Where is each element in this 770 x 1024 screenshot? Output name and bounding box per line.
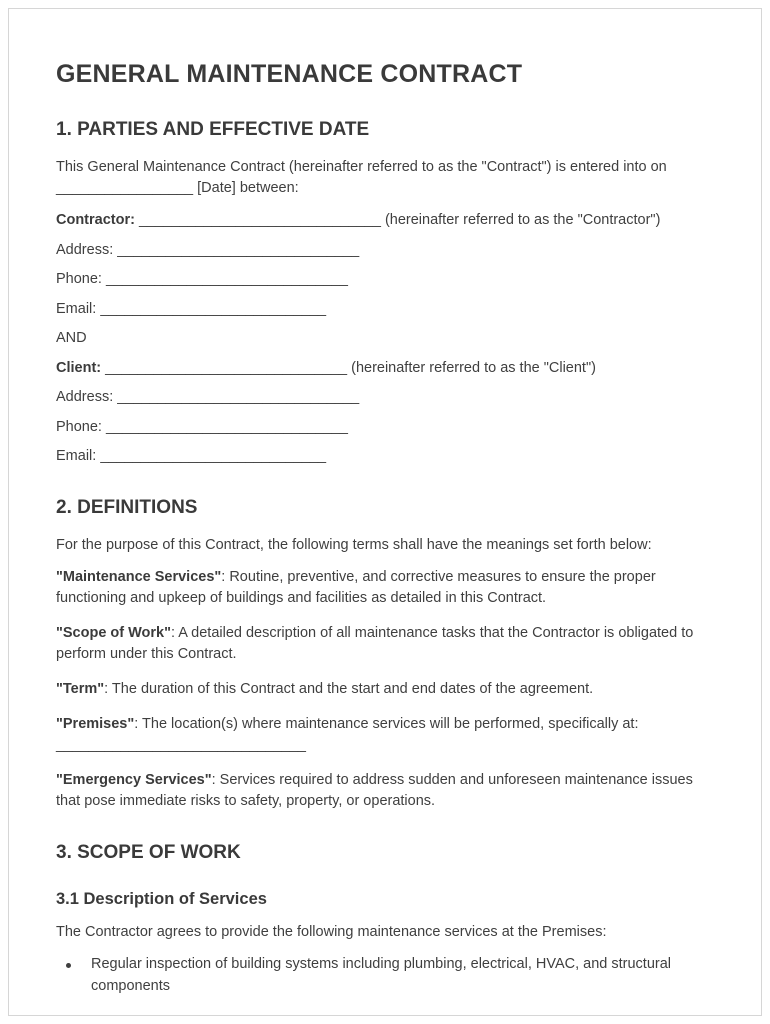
definition-term-text: : The location(s) where maintenance services will be performed, specifically at: [134,716,639,733]
subsection-3-1-heading: 3.1 Description of Services [56,890,267,909]
contractor-name-blank-line: ______________________________ [138,212,381,229]
contractor-email-blank-line: ____________________________ [100,300,327,317]
definition-premises [56,714,714,756]
section-3-heading: 3. SCOPE OF WORK [56,842,241,864]
client-address-blank-line: ______________________________ [117,389,360,406]
service-item-inspection: Regular inspection of building systems including plumbing, electrical, HVAC, and structural components [56,954,714,998]
and-connector: AND [56,330,87,347]
definition-term-label: "Maintenance Services" [56,569,222,586]
parties-intro-suffix: [Date] between: [197,180,299,197]
definition-term-text: : The duration of this Contract and the start and end dates of the agreement. [104,681,594,698]
definition-term-text: : A detailed description of all maintenance tasks that the Contractor is obligated to perform under this Contract. [56,625,694,663]
client-email-line [56,446,714,467]
definitions-intro: For the purpose of this Contract, the following terms shall have the meanings set forth below: [56,537,652,554]
date-blank-line: _________________ [56,180,194,197]
contractor-address-blank-line: ______________________________ [117,241,360,258]
document-title: GENERAL MAINTENANCE CONTRACT [56,60,523,88]
services-intro: The Contractor agrees to provide the following maintenance services at the Premises: [56,924,607,941]
client-name-blank-line: ______________________________ [105,359,348,376]
services-bullet-list [56,954,714,998]
contractor-label: Contractor: [56,212,135,229]
definition-term [56,679,714,700]
client-phone-blank-line: ______________________________ [106,418,348,435]
definition-term-text: : Routine, preventive, and corrective measures to ensure the proper functioning and upkeep of buildings and facilities as detailed in this Contract. [56,569,656,607]
definition-term-text: : Services required to address sudden and unforeseen maintenance issues that pose immediate risks to safety, property, or operations. [56,772,693,810]
client-hereinafter-clause: (hereinafter referred to as the "Client") [351,359,596,376]
contractor-phone-blank-line: ______________________________ [106,271,348,288]
definition-term-label: "Term" [56,681,105,698]
client-label: Client: [56,359,102,376]
client-line [56,358,714,379]
definition-maintenance-services [56,567,714,609]
definition-term-label: "Premises" [56,716,135,733]
parties-intro-text: This General Maintenance Contract (hereinafter referred to as the "Contract") is entered into on [56,159,667,175]
contractor-address-label: Address: [56,241,114,258]
definition-term-label: "Scope of Work" [56,625,171,642]
contractor-email-line [56,299,714,320]
client-phone-line [56,417,714,438]
definition-emergency-services [56,770,714,812]
parties-intro-paragraph [56,157,714,199]
contractor-line [56,210,714,231]
contractor-address-line [56,240,714,261]
client-email-label: Email: [56,448,97,465]
contractor-phone-label: Phone: [56,271,102,288]
contractor-hereinafter-clause: (hereinafter referred to as the "Contractor") [384,212,661,229]
client-address-line [56,387,714,408]
section-1-heading: 1. PARTIES AND EFFECTIVE DATE [56,119,370,140]
client-email-blank-line: ____________________________ [100,448,327,465]
client-phone-label: Phone: [56,418,102,435]
client-address-label: Address: [56,389,114,406]
premises-location-blank-line: _______________________________ [56,737,306,754]
contractor-phone-line [56,269,714,290]
definition-term-label: "Emergency Services" [56,772,212,789]
definition-scope-of-work [56,623,714,665]
contractor-email-label: Email: [56,300,97,317]
section-2-heading: 2. DEFINITIONS [56,497,198,519]
